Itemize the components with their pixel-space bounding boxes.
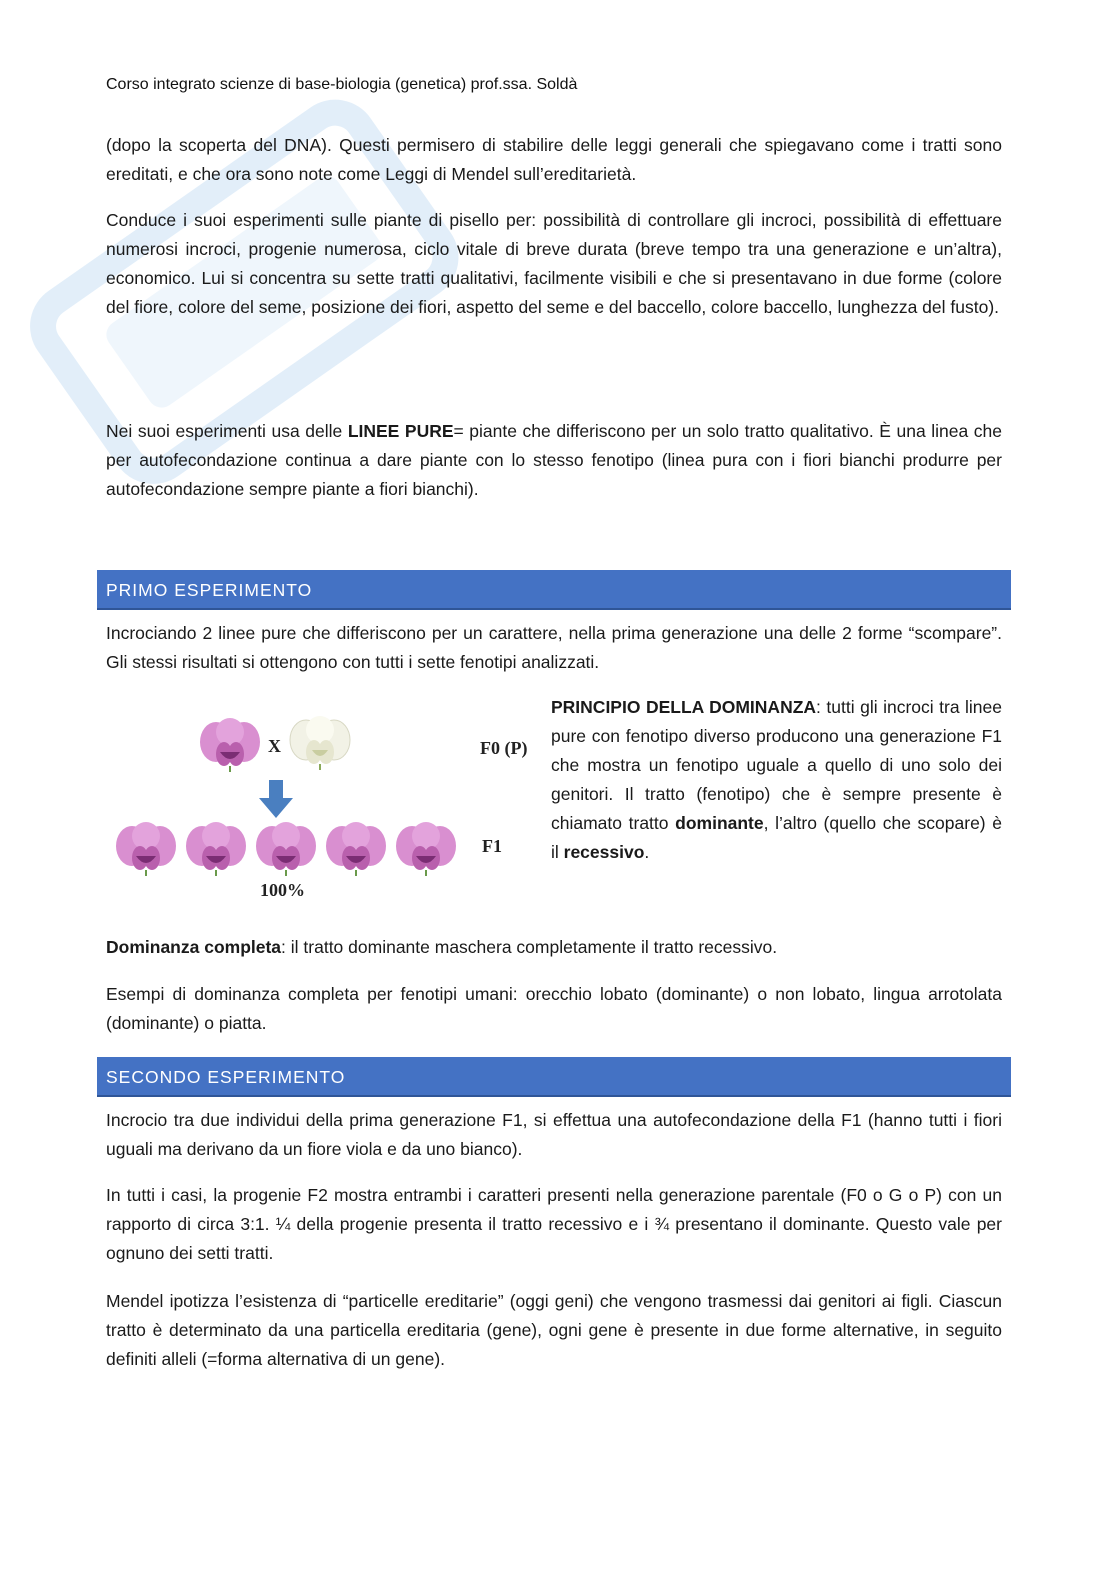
paragraph-hereditary-particles: Mendel ipotizza l’esistenza di “particelle ereditarie” (oggi geni) che vengono trasmessi dai genitori ai figli. Ciascun tratto è determinato da una particella ereditaria (gene), ogni gene è presente in due forme alternative, in seguito definiti alleli (=forma alternativa di un gene).	[106, 1291, 1002, 1369]
offspring-flower	[116, 822, 176, 876]
page-header: Corso integrato scienze di base-biologia (genetica) prof.ssa. Soldà	[106, 76, 578, 93]
down-arrow-icon	[259, 780, 293, 818]
paragraph-dominance-principle: PRINCIPIO DELLA DOMINANZA: tutti gli incroci tra linee pure con fenotipo diverso producono una generazione F1 che mostra un fenotipo uguale a quello di uno solo dei genitori. Il tratto (fenotipo) che è sempre presente è chiamato tratto dominante, l’altro (quello che scopare) è il recessivo.	[551, 697, 1003, 862]
offspring-flower	[256, 822, 316, 876]
paragraph-dna-laws: (dopo la scoperta del DNA). Questi permisero di stabilire delle leggi generali che spiegavano come i tratti sono ereditati, e che ora sono note come Leggi di Mendel sull’ereditarietà.	[106, 135, 1002, 184]
label-percent: 100%	[260, 880, 305, 900]
paragraph-f1-selfing: Incrocio tra due individui della prima generazione F1, si effettua una autofecondazione della F1 (hanno tutti i fiori uguali ma derivano da un fiore viola e da uno bianco).	[106, 1110, 1002, 1159]
term-complete-dominance: Dominanza completa	[106, 937, 282, 957]
paragraph-first-experiment-intro: Incrociando 2 linee pure che differiscono per un carattere, nella prima generazione una delle 2 forme “scompare”. Gli stessi risultati si ottengono con tutti i sette fenotipi analizzati.	[106, 623, 1002, 672]
term-pure-lines: LINEE PURE	[347, 421, 454, 441]
paragraph-pea-experiments: Conduce i suoi esperimenti sulle piante di pisello per: possibilità di controllare gli incroci, possibilità di effettuare numerosi incroci, progenie numerosa, ciclo vitale di breve durata (breve tempo tra una generazione e un’altra), economico. Lui si concentra su sette tratti qualitativi, facilmente visibili e che si presentavano in due forme (colore del fiore, colore del seme, posizione dei fiori, aspetto del seme e del baccello, colore baccello, lunghezza del fusto).	[106, 210, 1002, 317]
label-f0: F0 (P)	[480, 738, 528, 758]
term-recessive: recessivo	[563, 842, 645, 862]
paragraph-complete-dominance: Dominanza completa: il tratto dominante maschera completamente il tratto recessivo.	[106, 937, 778, 957]
paragraph-human-examples: Esempi di dominanza completa per fenotipi umani: orecchio lobato (dominante) o non lobato, lingua arrotolata (dominante) o piatta.	[106, 984, 1002, 1033]
cross-symbol: X	[268, 736, 281, 756]
parent-white-flower	[290, 716, 350, 770]
offspring-flower	[396, 822, 456, 876]
parent-purple-flower	[200, 718, 260, 772]
offspring-flower	[326, 822, 386, 876]
paragraph-pure-lines: Nei suoi esperimenti usa delle LINEE PURE= piante che differiscono per un solo tratto qualitativo. È una linea che per autofecondazione continua a dare piante con lo stesso fenotipo (linea pura con i fiori bianchi produrre per autofecondazione sempre piante a fiori bianchi).	[106, 421, 1002, 499]
section-heading-first-experiment: PRIMO ESPERIMENTO	[97, 570, 1011, 610]
paragraph-f2-ratio: In tutti i casi, la progenie F2 mostra entrambi i caratteri presenti nella generazione parentale (F0 o G o P) con un rapporto di circa 3:1. ¼ della progenie presenta il tratto recessivo e i ¾ presentano il dominante. Questo vale per ognuno dei setti tratti.	[106, 1185, 1002, 1263]
offspring-flower	[186, 822, 246, 876]
cross-diagram	[108, 708, 538, 908]
section-heading-second-experiment: SECONDO ESPERIMENTO	[97, 1057, 1011, 1097]
term-dominance-principle: PRINCIPIO DELLA DOMINANZA	[551, 697, 817, 717]
term-dominant: dominante	[675, 813, 764, 833]
label-f1: F1	[482, 836, 502, 856]
